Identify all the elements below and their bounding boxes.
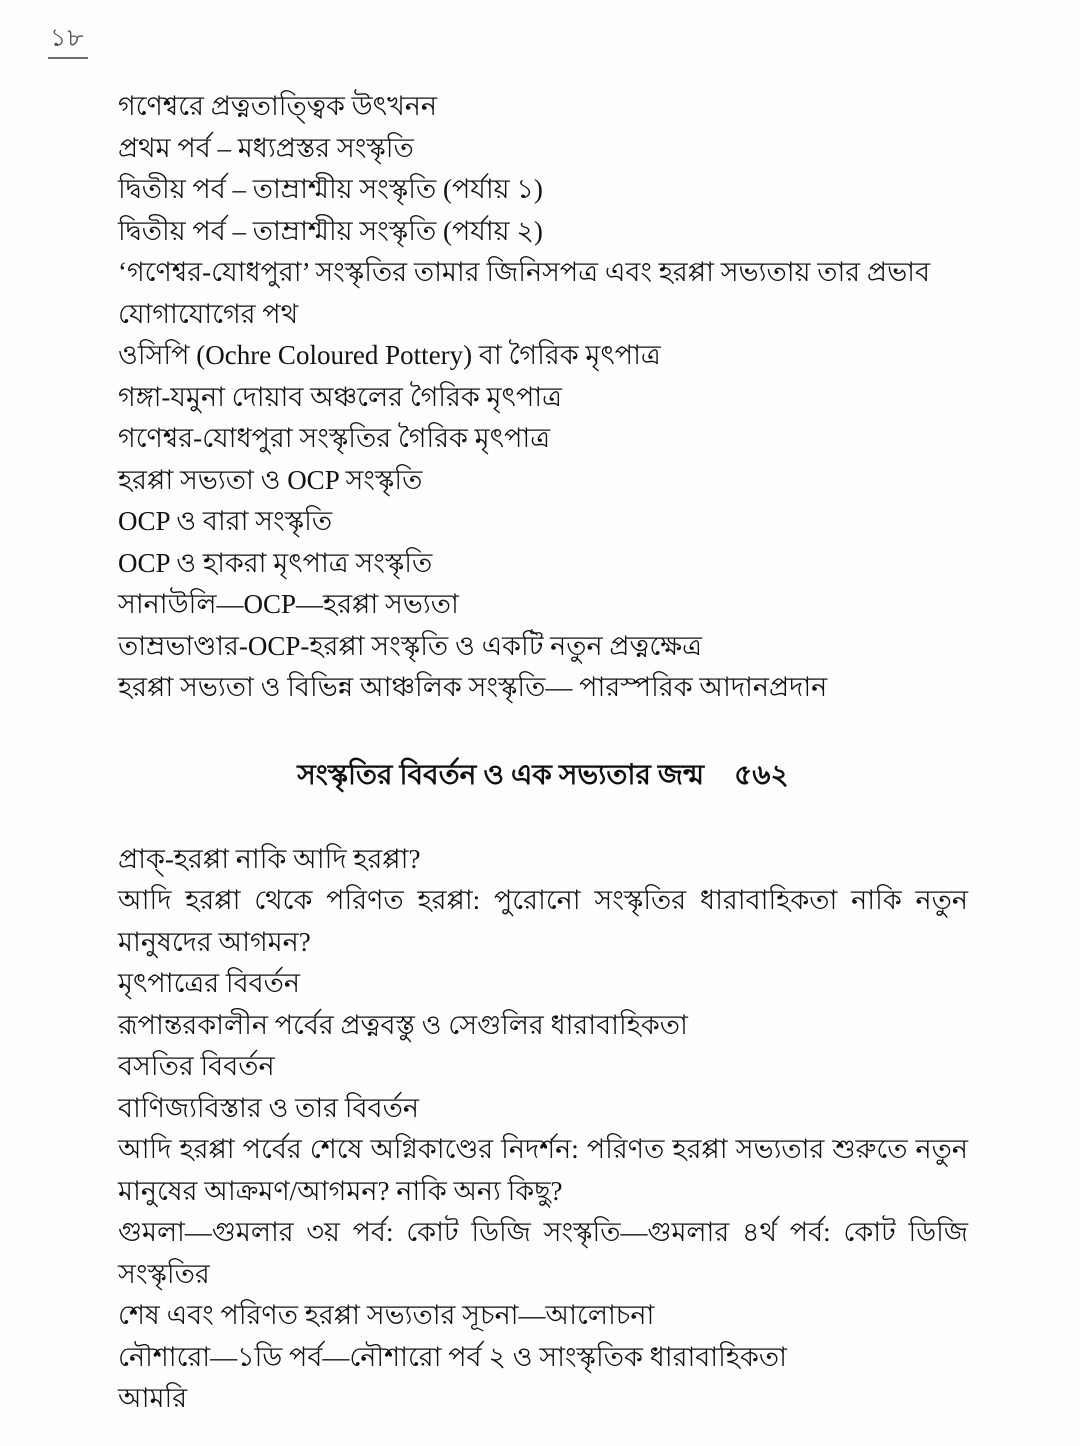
toc-entry: আদি হরপ্পা থেকে পরিণত হরপ্পা: পুরোনো সংস্কৃতির ধারাবাহিকতা নাকি নতুন [118, 885, 968, 915]
toc-entry: গণেশ্বরে প্রত্নতাত্ত্বিক উৎখনন [118, 91, 438, 121]
toc-entry: নৌশারো—১ডি পর্ব—নৌশারো পর্ব ২ ও সাংস্কৃতিক ধারাবাহিকতা [118, 1341, 788, 1372]
toc-entry: গুমলা—গুমলার ৩য় পর্ব: কোট ডিজি সংস্কৃতি—গুমলার ৪র্থ পর্ব: কোট ডিজি সংস্কৃতির [118, 1217, 968, 1289]
table-of-contents [118, 86, 968, 1420]
toc-entry: বসতির বিবর্তন [118, 1051, 275, 1081]
toc-entry: ওসিপি (Ochre Coloured Pottery) বা গৈরিক মৃৎপাত্র [118, 340, 661, 370]
toc-entry: মানুষের আক্রমণ/আগমন? নাকি অন্য কিছু? [118, 1175, 563, 1206]
toc-entry: তাম্রভাণ্ডার-OCP-হরপ্পা সংস্কৃতি ও একটি নতুন প্রত্নক্ষেত্র [118, 630, 702, 661]
page-number: ১৮ [48, 24, 88, 59]
toc-entry: গঙ্গা-যমুনা দোয়াব অঞ্চলের গৈরিক মৃৎপাত্র [118, 381, 562, 412]
toc-entry: বাণিজ্যবিস্তার ও তার বিবর্তন [118, 1092, 419, 1123]
toc-section-1 [118, 86, 968, 709]
toc-entry: প্রাক্-হরপ্পা নাকি আদি হরপ্পা? [118, 843, 421, 874]
toc-entry: আদি হরপ্পা পর্বের শেষে অগ্নিকাণ্ডের নিদর্শন: পরিণত হরপ্পা সভ্যতার শুরুতে নতুন [118, 1134, 968, 1164]
toc-entry: মৃৎপাত্রের বিবর্তন [118, 968, 301, 998]
toc-entry: হরপ্পা সভ্যতা ও OCP সংস্কৃতি [118, 464, 423, 495]
section-heading-page-ref: ৫৬২ [734, 759, 789, 791]
toc-entry: আমরি [118, 1383, 188, 1413]
toc-entry: মানুষদের আগমন? [118, 926, 311, 957]
toc-entry: প্রথম পর্ব – মধ্যপ্রস্তর সংস্কৃতি [118, 132, 414, 163]
toc-entry: সানাউলি—OCP—হরপ্পা সভ্যতা [118, 589, 459, 619]
toc-entry: রূপান্তরকালীন পর্বের প্রত্নবস্তু ও সেগুলির ধারাবাহিকতা [118, 1009, 688, 1040]
toc-entry: যোগাযোগের পথ [118, 298, 299, 329]
toc-section-2 [118, 839, 968, 1420]
toc-entry: OCP ও বারা সংস্কৃতি [118, 506, 333, 536]
toc-entry: গণেশ্বর-যোধপুরা সংস্কৃতির গৈরিক মৃৎপাত্র [118, 423, 551, 453]
toc-entry: ‘গণেশ্বর-যোধপুরা’ সংস্কৃতির তামার জিনিসপত্র এবং হরপ্পা সভ্যতায় তার প্রভাব [118, 257, 931, 287]
toc-entry: হরপ্পা সভ্যতা ও বিভিন্ন আঞ্চলিক সংস্কৃতি— পারস্পরিক আদানপ্রদান [118, 672, 828, 702]
toc-entry: দ্বিতীয় পর্ব – তাম্রাশ্মীয় সংস্কৃতি (পর্যায় ২) [118, 215, 543, 246]
toc-entry: OCP ও হাকরা মৃৎপাত্র সংস্কৃতি [118, 547, 433, 578]
section-heading [118, 755, 968, 797]
toc-entry: শেষ এবং পরিণত হরপ্পা সভ্যতার সূচনা—আলোচনা [118, 1300, 655, 1330]
toc-entry: দ্বিতীয় পর্ব – তাম্রাশ্মীয় সংস্কৃতি (পর্যায় ১) [118, 174, 543, 204]
section-heading-title: সংস্কৃতির বিবর্তন ও এক সভ্যতার জন্ম [297, 759, 705, 791]
